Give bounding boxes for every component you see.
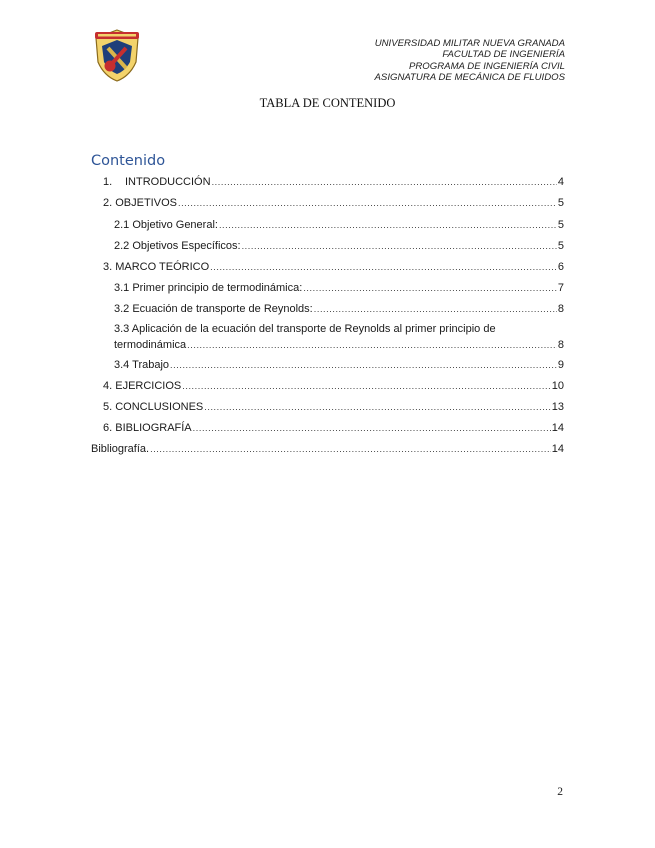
toc-entry-line2 xyxy=(91,339,564,353)
toc-entry-label: 5. CONCLUSIONES xyxy=(103,401,204,413)
toc-entry-label xyxy=(103,176,211,188)
toc-entry-page: 10 xyxy=(551,380,564,392)
header-line-university: UNIVERSIDAD MILITAR NUEVA GRANADA xyxy=(374,38,565,49)
toc-entry-label: 3.2 Ecuación de transporte de Reynolds: xyxy=(114,303,313,315)
university-crest-icon xyxy=(90,26,144,84)
toc-leader-dots xyxy=(212,177,557,187)
toc-entry-label: 3.1 Primer principio de termodinámica: xyxy=(114,282,303,294)
toc-leader-dots xyxy=(314,304,557,314)
toc-entry-page: 9 xyxy=(557,359,564,371)
toc-entry-page: 14 xyxy=(551,422,564,434)
toc-entry-page: 5 xyxy=(557,240,564,252)
toc-entry-label: 6. BIBLIOGRAFÍA xyxy=(103,422,192,434)
toc-leader-dots xyxy=(210,262,557,272)
toc-entry-page: 6 xyxy=(557,261,564,273)
toc-entry-label: Bibliografía. xyxy=(91,443,150,455)
toc-leader-dots xyxy=(150,444,551,454)
page-number: 2 xyxy=(557,786,563,798)
toc-heading: Contenido xyxy=(91,153,166,169)
toc-entry-marco-teorico[interactable] xyxy=(91,261,564,275)
toc-entry-title: INTRODUCCIÓN xyxy=(125,176,211,188)
toc-entry-page: 7 xyxy=(557,282,564,294)
toc-entry-bibliografia-section[interactable] xyxy=(91,422,564,436)
toc-entry-ejercicios[interactable] xyxy=(91,380,564,394)
toc-entry-page: 13 xyxy=(551,401,564,413)
toc-entry-number: 1. xyxy=(103,176,113,188)
toc-leader-dots xyxy=(187,340,557,350)
toc-entry-objetivos-especificos[interactable] xyxy=(91,240,564,254)
toc-entry-page: 8 xyxy=(557,303,564,315)
institution-header xyxy=(375,38,565,84)
toc-entry-label: 3.4 Trabajo xyxy=(114,359,170,371)
toc-leader-dots xyxy=(303,283,557,293)
toc-entry-objetivo-general[interactable] xyxy=(91,219,564,233)
header-line-subject: ASIGNATURA DE MECÁNICA DE FLUIDOS xyxy=(374,72,565,84)
toc-leader-dots xyxy=(182,381,551,391)
toc-entry-label: 2.1 Objetivo General: xyxy=(114,219,218,231)
toc-entry-label-line2: termodinámica xyxy=(114,339,187,351)
toc-entry-label: 2. OBJETIVOS xyxy=(103,197,177,209)
toc-entry-objetivos[interactable] xyxy=(91,197,564,211)
toc-entry-page: 5 xyxy=(557,197,564,209)
toc-entry-page: 8 xyxy=(557,339,564,351)
toc-entry-aplicacion[interactable] xyxy=(91,323,564,353)
toc-entry-label: 2.2 Objetivos Específicos: xyxy=(114,240,241,252)
toc-entry-trabajo[interactable] xyxy=(91,359,564,373)
toc-entry-conclusiones[interactable] xyxy=(91,401,564,415)
toc-entry-label: 4. EJERCICIOS xyxy=(103,380,182,392)
toc-leader-dots xyxy=(242,241,557,251)
toc-leader-dots xyxy=(193,423,551,433)
toc-entry-label: 3. MARCO TEÓRICO xyxy=(103,261,210,273)
toc-leader-dots xyxy=(178,198,557,208)
header-line-program: PROGRAMA DE INGENIERÍA CIVIL xyxy=(408,60,565,72)
toc-entry-page: 4 xyxy=(557,176,564,188)
toc-leader-dots xyxy=(204,402,551,412)
toc-leader-dots xyxy=(170,360,557,370)
header-line-faculty: FACULTAD DE INGENIERÍA xyxy=(442,49,565,61)
toc-entry-primer-principio[interactable] xyxy=(91,282,564,296)
toc-entry-page: 5 xyxy=(557,219,564,231)
toc-entry-bibliografia[interactable] xyxy=(91,443,564,457)
toc-entry-label-line1: 3.3 Aplicación de la ecuación del transporte de Reynolds al primer principio de xyxy=(114,323,496,335)
toc-entry-page: 14 xyxy=(551,443,564,455)
toc-entry-ecuacion-transporte[interactable] xyxy=(91,303,564,317)
page-title: TABLA DE CONTENIDO xyxy=(259,96,396,110)
toc-leader-dots xyxy=(219,220,557,230)
toc-entry-introduccion[interactable] xyxy=(91,176,564,190)
